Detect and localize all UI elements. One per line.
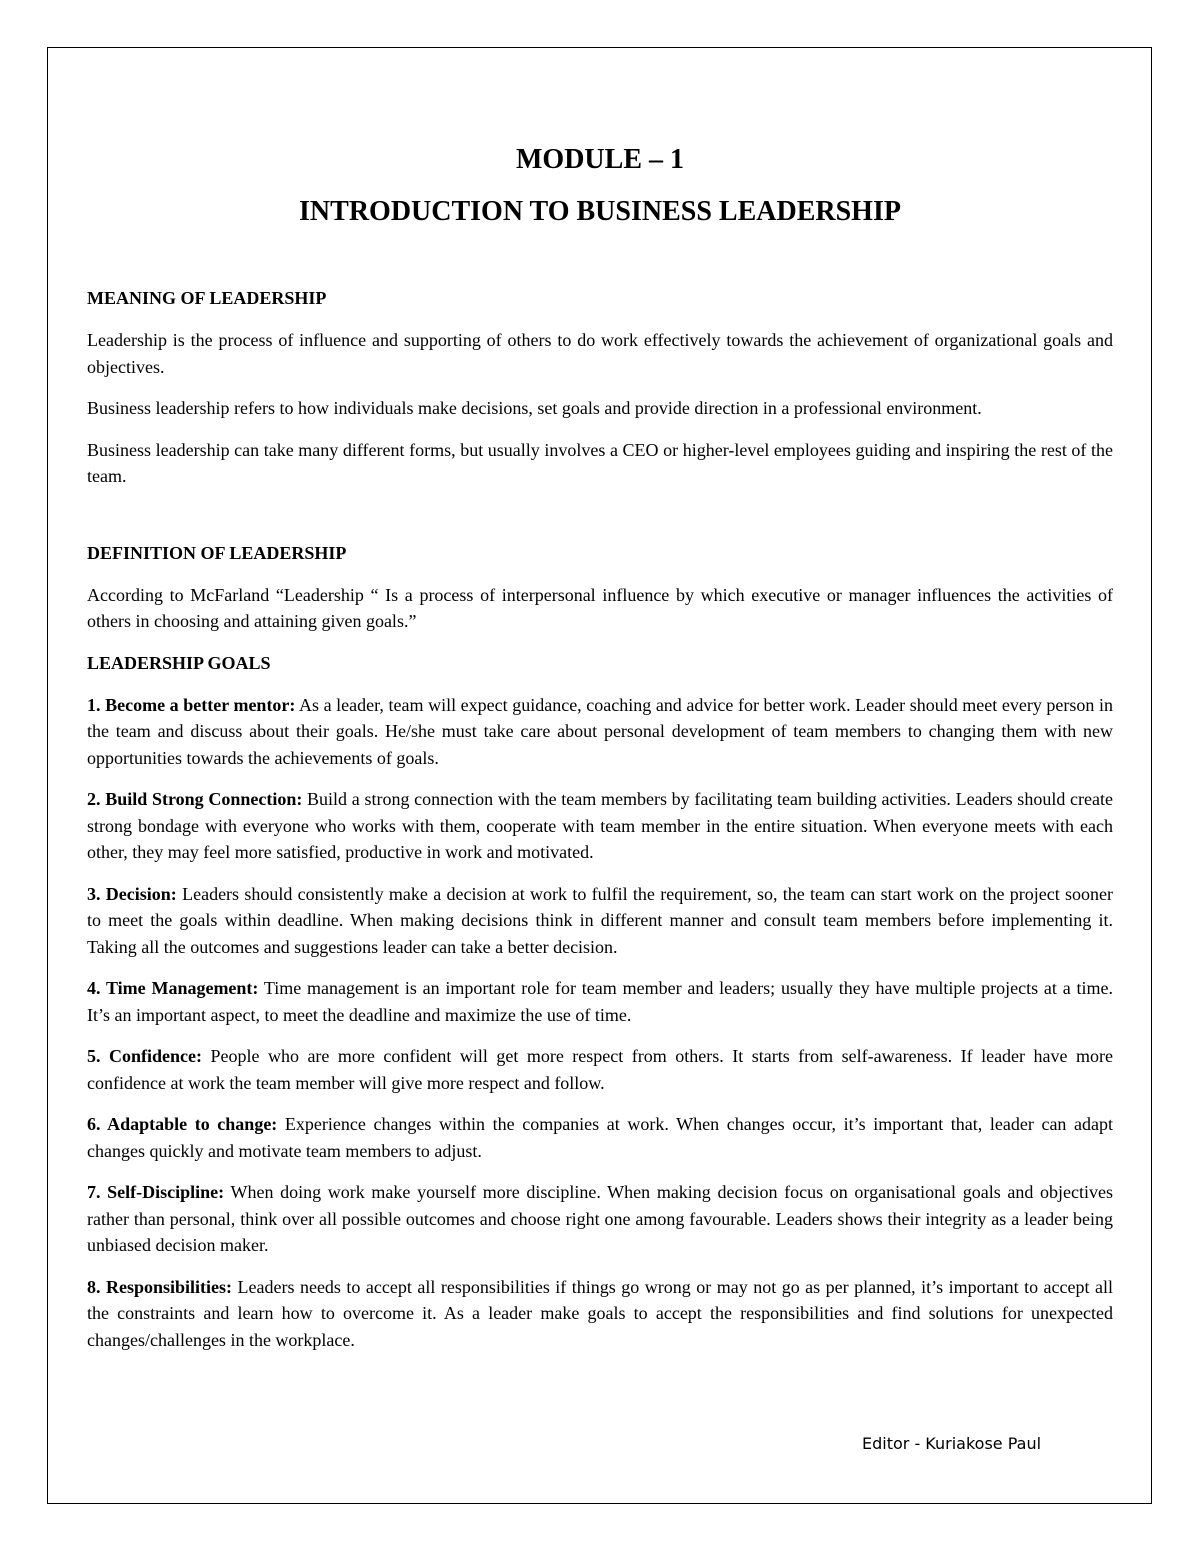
goal-text: People who are more confident will get more respect from others. It starts from self-awareness. If leader have more confidence at work the team member will give more respect and follow. [87,1046,1113,1093]
goal-text: Build a strong connection with the team members by facilitating team building activities. Leaders should create strong bondage with everyone who works with them, cooperate with team member in the entire situation. When everyone meets with each other, they may feel more satisfied, productive in work and motivated. [87,789,1113,862]
goal-item-7 [87,1179,1113,1259]
editor-credit: Editor - Kuriakose Paul [862,1434,1042,1453]
goal-item-3 [87,881,1113,961]
goal-item-2 [87,786,1113,866]
goal-item-4 [87,975,1113,1028]
module-title: MODULE – 1 [516,144,684,175]
goal-item-5 [87,1043,1113,1096]
definition-section [87,540,1113,635]
goal-text: When doing work make yourself more discipline. When making decision focus on organisational goals and objectives rather than personal, think over all possible outcomes and choose right one among favourable. Leaders shows their integrity as a leader being unbiased decision maker. [87,1182,1113,1255]
meaning-heading: MEANING OF LEADERSHIP [87,288,327,308]
goal-title: 5. Confidence: [87,1046,202,1066]
goal-title: 7. Self-Discipline: [87,1182,225,1202]
goal-text: Leaders should consistently make a decision at work to fulfil the requirement, so, the team can start work on the project sooner to meet the goals within deadline. When making decisions think in different manner and consult team members before implementing it. Taking all the outcomes and suggestions leader can take a better decision. [87,883,1113,957]
goal-title: 6. Adaptable to change: [87,1114,278,1134]
goal-title: 8. Responsibilities: [87,1276,233,1297]
meaning-paragraph-2: Business leadership refers to how individuals make decisions, set goals and provide direction in a professional environment. [87,398,982,418]
goal-text: As a leader, team will expect guidance, coaching and advice for better work. Leader should meet every person in the team and discuss about their goals. He/she must take care about personal development of team members to changing them with new opportunities towards the achievements of goals. [87,694,1113,768]
goal-item-6 [87,1111,1113,1164]
meaning-paragraph-3: Business leadership can take many different forms, but usually involves a CEO or higher-level employees guiding and inspiring the rest of the team. [87,439,1113,486]
goal-text: Experience changes within the companies at work. When changes occur, it’s important that, leader can adapt changes quickly and motivate team members to adjust. [87,1114,1114,1161]
goal-text: Time management is an important role for team member and leaders; usually they have multiple projects at a time. It’s an important aspect, to meet the deadline and maximize the use of time. [87,978,1113,1025]
goal-text: Leaders needs to accept all responsibilities if things go wrong or may not go as per planned, it’s important to accept all the constraints and learn how to overcome it. As a leader make goals to accept the responsibilities and find solutions for unexpected changes/challenges in the workplace. [87,1276,1113,1350]
goal-title: 1. Become a better mentor: [87,694,296,715]
meaning-paragraph-1: Leadership is the process of influence and supporting of others to do work effectively towards the achievement of organizational goals and objectives. [87,330,1113,377]
goal-title: 2. Build Strong Connection: [87,789,303,809]
goal-title: 3. Decision: [87,883,177,904]
meaning-section [87,285,1113,490]
goals-heading: LEADERSHIP GOALS [87,652,271,673]
goal-title: 4. Time Management: [87,978,259,998]
goal-item-8 [87,1274,1113,1354]
definition-text: According to McFarland “Leadership “ Is a process of interpersonal influence by which executive or manager influences the activities of others in choosing and attaining given goals.” [87,584,1113,631]
goals-section [87,650,1113,1354]
document-body [87,140,1113,1353]
goal-item-1 [87,692,1113,772]
module-subtitle: INTRODUCTION TO BUSINESS LEADERSHIP [299,196,901,227]
definition-heading: DEFINITION OF LEADERSHIP [87,542,347,563]
